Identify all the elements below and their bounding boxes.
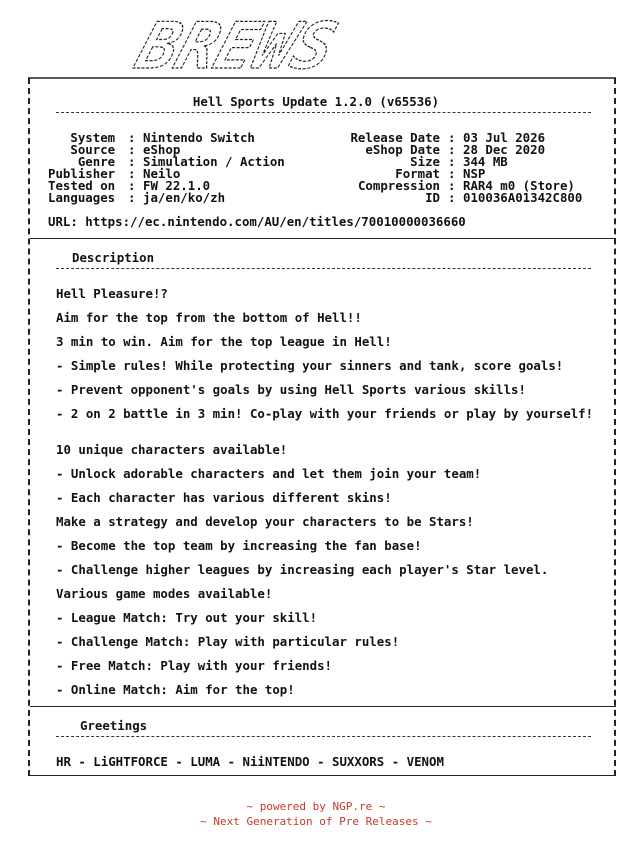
info-value: FW 22.1.0 <box>143 178 211 193</box>
info-value: 28 Dec 2020 <box>463 142 546 157</box>
footer-powered-by: ~ powered by NGP.re ~ <box>246 800 386 813</box>
info-value: 03 Jul 2026 <box>463 130 546 145</box>
logo-text: BREWS <box>128 9 346 84</box>
description-line: - Unlock adorable characters and let them join your team! <box>56 466 482 481</box>
info-separator: : <box>128 190 136 205</box>
divider <box>56 112 591 113</box>
info-label: Languages <box>48 190 116 205</box>
info-value: Neilo <box>143 166 181 181</box>
description-line: - Online Match: Aim for the top! <box>56 682 295 697</box>
info-value: 344 MB <box>463 154 508 169</box>
description-line: - Simple rules! While protecting your sinners and tank, score goals! <box>56 358 564 373</box>
description-heading: Description <box>72 250 155 265</box>
info-label: System <box>48 130 116 145</box>
info-separator: : <box>448 178 456 193</box>
info-label: ID <box>425 190 440 205</box>
description-line: - 2 on 2 battle in 3 min! Co-play with your friends or play by yourself! <box>56 406 594 421</box>
description-line: Aim for the top from the bottom of Hell!! <box>56 310 362 325</box>
description-line: 3 min to win. Aim for the top league in Hell! <box>56 334 392 349</box>
info-separator: : <box>448 154 456 169</box>
description-line: Make a strategy and develop your characters to be Stars! <box>56 514 474 529</box>
info-value: ja/en/ko/zh <box>143 190 226 205</box>
description-line: - Free Match: Play with your friends! <box>56 658 333 673</box>
info-value: eShop <box>143 142 181 157</box>
section-separator <box>30 238 616 239</box>
description-line: - Challenge Match: Play with particular rules! <box>56 634 400 649</box>
info-separator: : <box>448 166 456 181</box>
info-label: Size <box>410 154 440 169</box>
info-separator: : <box>448 190 456 205</box>
info-separator: : <box>128 142 136 157</box>
section-separator <box>30 706 616 707</box>
url-line: URL: https://ec.nintendo.com/AU/en/titles/70010000036660 <box>48 214 466 229</box>
info-label: eShop Date <box>365 142 440 157</box>
info-value: Nintendo Switch <box>143 130 255 145</box>
info-separator: : <box>128 166 136 181</box>
info-value: 010036A01342C800 <box>463 190 583 205</box>
description-line: Hell Pleasure!? <box>56 286 168 301</box>
info-label: Source <box>48 142 116 157</box>
info-separator: : <box>128 154 136 169</box>
info-label: Tested on <box>48 178 116 193</box>
info-value: RAR4 m0 (Store) <box>463 178 575 193</box>
info-value: NSP <box>463 166 486 181</box>
description-line: - Challenge higher leagues by increasing each player's Star level. <box>56 562 549 577</box>
info-value: Simulation / Action <box>143 154 285 169</box>
divider <box>56 268 591 269</box>
greetings-text: HR - LiGHTFORCE - LUMA - NiiNTENDO - SUXXORS - VENOM <box>56 754 444 769</box>
divider <box>56 736 591 737</box>
info-label: Format <box>395 166 440 181</box>
info-separator: : <box>128 178 136 193</box>
description-line: - Each character has various different skins! <box>56 490 392 505</box>
description-line: - Become the top team by increasing the fan base! <box>56 538 422 553</box>
description-line: - League Match: Try out your skill! <box>56 610 318 625</box>
info-label: Genre <box>48 154 116 169</box>
description-line: - Prevent opponent's goals by using Hell Sports various skills! <box>56 382 526 397</box>
description-line: 10 unique characters available! <box>56 442 288 457</box>
footer-tagline: ~ Next Generation of Pre Releases ~ <box>200 815 432 828</box>
info-separator: : <box>128 130 136 145</box>
info-label: Publisher <box>48 166 116 181</box>
info-label: Compression <box>357 178 440 193</box>
info-label: Release Date <box>350 130 440 145</box>
info-separator: : <box>448 130 456 145</box>
brews-logo <box>0 6 632 84</box>
greetings-heading: Greetings <box>80 718 148 733</box>
info-separator: : <box>448 142 456 157</box>
release-title: Hell Sports Update 1.2.0 (v65536) <box>192 94 440 109</box>
description-line: Various game modes available! <box>56 586 273 601</box>
